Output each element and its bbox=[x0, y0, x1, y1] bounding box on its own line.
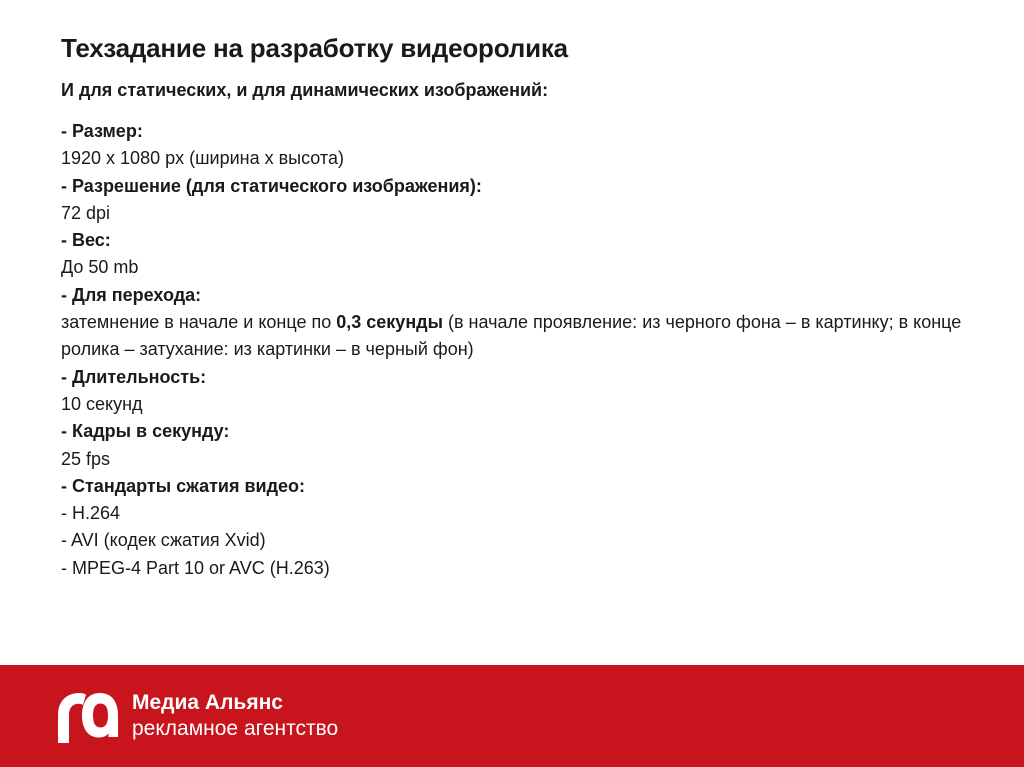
page-title: Техзадание на разработку видеоролика bbox=[61, 33, 568, 63]
brand-tagline: рекламное агентство bbox=[132, 717, 339, 740]
size-value: 1920 x 1080 px (ширина x высота) bbox=[61, 148, 344, 169]
spec-list bbox=[61, 118, 984, 582]
weight-value: До 50 mb bbox=[61, 257, 139, 278]
transition-value bbox=[61, 309, 984, 364]
codecs-label: - Стандарты сжатия видео: bbox=[61, 475, 306, 496]
transition-value-post: (в начале проявление: из черного фона – в картинку; в конце ролика – затухание: из картинки – в черный фон) bbox=[61, 312, 962, 360]
duration-label: - Длительность: bbox=[61, 366, 207, 387]
fps-label: - Кадры в секунду: bbox=[61, 421, 230, 442]
resolution-value: 72 dpi bbox=[61, 202, 111, 223]
page-subtitle: И для статических, и для динамических изображений: bbox=[61, 80, 549, 100]
weight-label: - Вес: bbox=[61, 230, 111, 251]
codec-item: - H.264 bbox=[61, 503, 121, 524]
brand-text bbox=[132, 690, 338, 743]
transition-label: - Для перехода: bbox=[61, 284, 202, 305]
codec-item: - MPEG-4 Part 10 or AVC (H.263) bbox=[61, 557, 330, 578]
duration-value: 10 секунд bbox=[61, 393, 143, 414]
fps-value: 25 fps bbox=[61, 448, 111, 469]
footer-bar bbox=[0, 665, 1024, 767]
transition-value-pre: затемнение в начале и конце по bbox=[61, 312, 337, 333]
ma-logo-icon bbox=[55, 687, 119, 743]
resolution-label: - Разрешение (для статического изображения): bbox=[61, 175, 482, 196]
transition-value-bold: 0,3 секунды bbox=[336, 312, 443, 333]
slide-content bbox=[61, 30, 984, 582]
size-label: - Размер: bbox=[61, 121, 143, 141]
brand-name: Медиа Альянс bbox=[132, 691, 283, 714]
codec-item: - AVI (кодек сжатия Xvid) bbox=[61, 530, 266, 551]
